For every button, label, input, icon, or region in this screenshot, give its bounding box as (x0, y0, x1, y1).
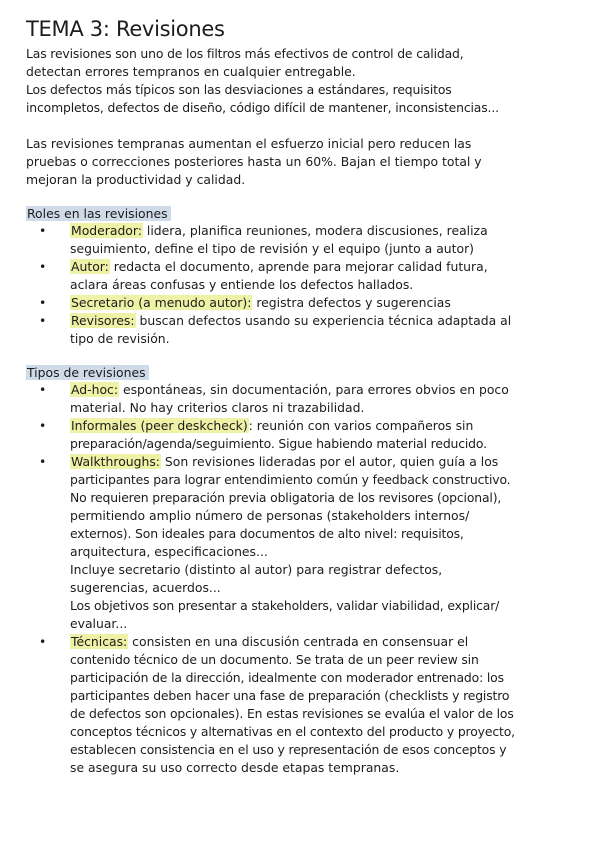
list-item: • Walkthroughs: Son revisiones lideradas por el autor, quien guía a los participantes para lograr entendimiento común y feedback constructivo. No requieren preparación previa obligatoria de los revisores (opcional), permitiendo amplio número de personas (stakeholders internos/ externos). Son ideales para documentos de alto nivel: requisitos, arquitectura, especificaciones... Incluye secretario (distinto al autor) para registrar defectos, sugerencias, acuerdos... Los objetivos son presentar a stakeholders, validar viabilidad, explicar/ evaluar... (39, 454, 511, 631)
intro-line: Las revisiones tempranas aumentan el esfuerzo inicial pero reducen las (26, 136, 472, 151)
bullet-icon: • (39, 382, 47, 397)
term-moderador: Moderador: (71, 223, 142, 238)
intro-line: pruebas o correcciones posteriores hasta un 60%. Bajan el tiempo total y (26, 154, 482, 169)
bullet-icon: • (39, 295, 47, 310)
intro-line: Las revisiones son uno de los filtros más efectivos de control de calidad, (26, 46, 464, 61)
term-secretario: Secretario (a menudo autor): (71, 295, 252, 310)
bullet-icon: • (39, 259, 47, 274)
tipos-list (26, 381, 570, 777)
roles-section (26, 203, 570, 348)
intro-line: mejoran la productividad y calidad. (26, 172, 246, 187)
list-item: • Informales (peer deskcheck): reunión con varios compañeros sin preparación/agenda/seguimiento. Sigue habiendo material reducido. (39, 418, 487, 451)
roles-list (26, 222, 570, 348)
term-informales: Informales (peer deskcheck) (71, 418, 248, 433)
intro-line: incompletos, defectos de diseño, código difícil de mantener, inconsistencias... (26, 100, 499, 115)
bullet-icon: • (39, 223, 47, 238)
list-item: • Moderador: lidera, planifica reuniones, modera discusiones, realiza seguimiento, define el tipo de revisión y el equipo (junto a autor) (39, 223, 488, 256)
list-item: • Secretario (a menudo autor): registra defectos y sugerencias (39, 295, 451, 310)
page-title: TEMA 3: Revisiones (26, 17, 225, 41)
bullet-icon: • (39, 313, 47, 328)
intro-paragraph-2 (26, 135, 570, 189)
intro-line: detectan errores tempranos en cualquier entregable. (26, 64, 356, 79)
tipos-section (26, 362, 570, 777)
intro-line: Los defectos más típicos son las desviaciones a estándares, requisitos (26, 82, 452, 97)
term-tecnicas: Técnicas: (71, 634, 128, 649)
term-revisores: Revisores: (71, 313, 135, 328)
list-item: • Técnicas: consisten en una discusión centrada en consensuar el contenido técnico de un documento. Se trata de un peer review sin participación de la dirección, idealmente con moderador entrenado: los participantes deben hacer una fase de preparación (checklists y registro de defectos son opcionales). En estas revisiones se evalúa el valor de los conceptos técnicos y alternativas en el contexto del producto y proyecto, establecen consistencia en el uso y representación de esos conceptos y se asegura su uso correcto desde etapas tempranas. (39, 634, 515, 775)
term-ad-hoc: Ad-hoc: (71, 382, 119, 397)
list-item: • Ad-hoc: espontáneas, sin documentación, para errores obvios en poco material. No hay criterios claros ni trazabilidad. (39, 382, 509, 415)
tipos-heading: Tipos de revisiones (26, 365, 149, 380)
intro-paragraph (26, 45, 570, 117)
bullet-icon: • (39, 454, 47, 469)
list-item: • Autor: redacta el documento, aprende para mejorar calidad futura, aclara áreas confusas y entiende los defectos hallados. (39, 259, 488, 292)
roles-heading: Roles en las revisiones (26, 206, 171, 221)
list-item: • Revisores: buscan defectos usando su experiencia técnica adaptada al tipo de revisión. (39, 313, 512, 346)
term-autor: Autor: (71, 259, 109, 274)
bullet-icon: • (39, 634, 47, 649)
term-walkthroughs: Walkthroughs: (71, 454, 160, 469)
bullet-icon: • (39, 418, 47, 433)
